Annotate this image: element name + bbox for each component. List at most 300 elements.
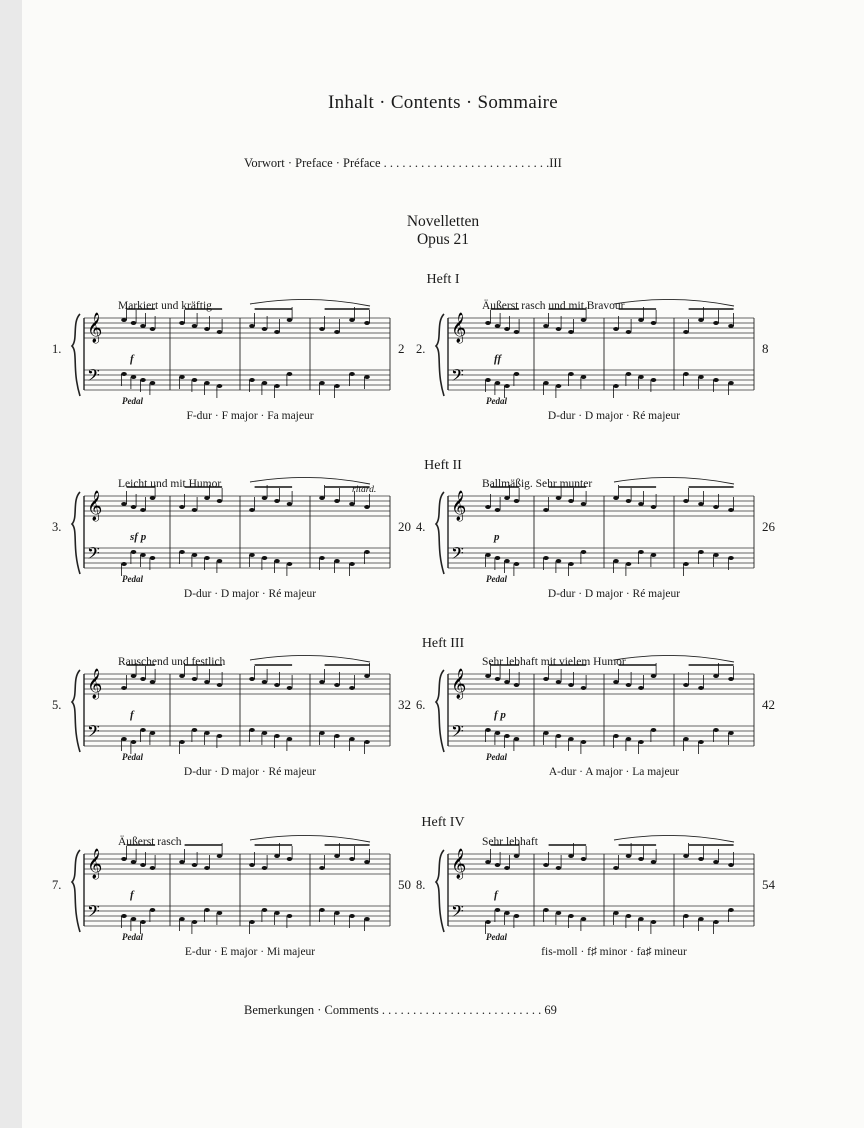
note-head: [556, 734, 562, 738]
piano-staff-system: [434, 478, 764, 588]
incipit-4[interactable]: [416, 478, 775, 603]
note-head: [581, 857, 587, 861]
bass-clef: 𝄢: [87, 365, 100, 389]
note-head: [543, 381, 549, 385]
dynamic-marking: sf p: [130, 531, 147, 543]
treble-clef: 𝄞: [451, 491, 467, 521]
dynamic-marking: f: [130, 889, 134, 901]
note-head: [485, 505, 491, 509]
note-head: [504, 559, 510, 563]
note-head: [626, 372, 632, 376]
note-head: [192, 677, 198, 681]
slur: [250, 835, 370, 842]
note-head: [192, 378, 198, 382]
note-head: [485, 728, 491, 732]
note-head: [217, 911, 223, 915]
note-head: [651, 674, 657, 678]
incipit-8[interactable]: [416, 836, 775, 961]
note-head: [568, 499, 574, 503]
note-head: [287, 372, 293, 376]
note-head: [514, 914, 520, 918]
note-head: [581, 686, 587, 690]
piece-key: A-dur · A major · La majeur: [548, 766, 680, 778]
note-head: [192, 863, 198, 867]
note-head: [651, 378, 657, 382]
piece-number: 8.: [416, 878, 426, 892]
note-head: [121, 914, 127, 918]
note-head: [334, 734, 340, 738]
note-head: [121, 686, 127, 690]
pedal-marking: Pedal: [122, 932, 143, 942]
note-head: [504, 680, 510, 684]
note-head: [581, 502, 587, 506]
note-head: [140, 677, 146, 681]
pedal-marking: Pedal: [122, 396, 143, 406]
treble-clef: 𝄞: [87, 491, 103, 521]
note-head: [192, 553, 198, 557]
note-head: [204, 731, 210, 735]
note-head: [651, 505, 657, 509]
brace: [72, 492, 80, 574]
note-head: [495, 508, 501, 512]
note-head: [638, 740, 644, 744]
note-head: [179, 860, 185, 864]
note-head: [638, 375, 644, 379]
note-head: [274, 330, 280, 334]
treble-clef: 𝄞: [451, 849, 467, 879]
piece-page-number: 8: [762, 341, 769, 356]
toc-leader: . . . . . . . . . . . . . . . . . . . . . . . . . .: [381, 1003, 542, 1017]
note-head: [349, 318, 355, 322]
note-head: [514, 854, 520, 858]
note-head: [556, 866, 562, 870]
note-head: [638, 502, 644, 506]
note-head: [131, 505, 137, 509]
heft-heading: Heft II: [424, 458, 462, 473]
piece-key: fis-moll · f♯ minor · fa♯ mineur: [541, 946, 687, 958]
pedal-marking: Pedal: [486, 932, 507, 942]
brace: [436, 492, 444, 574]
note-head: [683, 737, 689, 741]
dynamic-marking: f: [130, 353, 134, 365]
note-head: [485, 860, 491, 864]
note-head: [626, 914, 632, 918]
note-head: [319, 866, 325, 870]
note-head: [192, 508, 198, 512]
note-head: [287, 502, 293, 506]
incipit-2[interactable]: [416, 300, 774, 425]
piano-staff-system: [70, 478, 400, 588]
toc-page: 69: [544, 1003, 557, 1017]
note-head: [140, 378, 146, 382]
note-head: [568, 562, 574, 566]
bass-clef: 𝄢: [451, 901, 464, 925]
slur: [614, 655, 734, 662]
note-head: [249, 378, 255, 382]
note-head: [613, 559, 619, 563]
note-head: [274, 854, 280, 858]
note-head: [638, 686, 644, 690]
note-head: [626, 683, 632, 687]
piece-number: 2.: [416, 342, 426, 356]
note-head: [626, 562, 632, 566]
note-head: [543, 677, 549, 681]
note-head: [683, 330, 689, 334]
tempo-marking: Ballmäßig. Sehr munter: [482, 478, 593, 490]
note-head: [698, 917, 704, 921]
dynamic-marking: f: [130, 709, 134, 721]
bass-clef: 𝄢: [87, 543, 100, 567]
dynamic-marking: f: [494, 889, 498, 901]
piano-staff-system: [70, 656, 400, 766]
piece-key: D-dur · D major · Ré majeur: [183, 588, 317, 600]
note-head: [217, 330, 223, 334]
note-head: [364, 917, 370, 921]
note-head: [728, 381, 734, 385]
note-head: [638, 318, 644, 322]
note-head: [179, 917, 185, 921]
incipit-5[interactable]: [52, 656, 411, 781]
note-head: [204, 680, 210, 684]
treble-clef: 𝄞: [451, 669, 467, 699]
note-head: [495, 731, 501, 735]
treble-clef: 𝄞: [87, 849, 103, 879]
tempo-marking: Leicht und mit Humor: [118, 478, 222, 490]
note-head: [150, 908, 156, 912]
note-head: [334, 499, 340, 503]
note-head: [349, 686, 355, 690]
note-head: [121, 562, 127, 566]
note-head: [131, 860, 137, 864]
note-head: [179, 674, 185, 678]
note-head: [249, 324, 255, 328]
tempo-marking: Rauschend und festlich: [118, 656, 226, 668]
note-head: [485, 920, 491, 924]
note-head: [504, 734, 510, 738]
note-head: [364, 860, 370, 864]
note-head: [613, 734, 619, 738]
note-head: [556, 911, 562, 915]
bass-clef: 𝄢: [451, 365, 464, 389]
note-head: [140, 863, 146, 867]
note-head: [651, 321, 657, 325]
note-head: [556, 496, 562, 500]
note-head: [217, 499, 223, 503]
note-head: [556, 384, 562, 388]
brace: [436, 314, 444, 396]
note-head: [651, 728, 657, 732]
note-head: [638, 857, 644, 861]
note-head: [262, 381, 268, 385]
score-page: [22, 0, 864, 1128]
piece-number: 4.: [416, 520, 426, 534]
note-head: [249, 677, 255, 681]
tempo-marking: Sehr lebhaft mit vielem Humor: [482, 656, 626, 668]
dynamic-marking: p: [494, 531, 500, 543]
note-head: [568, 914, 574, 918]
note-head: [150, 680, 156, 684]
note-head: [713, 674, 719, 678]
slur: [614, 299, 734, 306]
toc-leader: . . . . . . . . . . . . . . . . . . . . . . . . . . .: [383, 156, 550, 170]
note-head: [204, 908, 210, 912]
piece-number: 7.: [52, 878, 62, 892]
note-head: [514, 330, 520, 334]
tempo-marking: Äußerst rasch und mit Bravour: [482, 300, 625, 312]
note-head: [495, 908, 501, 912]
piece-number: 1.: [52, 342, 62, 356]
note-head: [728, 508, 734, 512]
note-head: [728, 863, 734, 867]
note-head: [217, 854, 223, 858]
note-head: [638, 917, 644, 921]
note-head: [131, 375, 137, 379]
note-head: [349, 372, 355, 376]
note-head: [150, 556, 156, 560]
note-head: [514, 683, 520, 687]
note-head: [131, 674, 137, 678]
note-head: [262, 327, 268, 331]
note-head: [274, 384, 280, 388]
note-head: [287, 857, 293, 861]
toc-entry-preface[interactable]: [244, 156, 562, 171]
note-head: [140, 324, 146, 328]
note-head: [192, 920, 198, 924]
note-head: [568, 854, 574, 858]
piece-key: F-dur · F major · Fa majeur: [186, 410, 314, 422]
note-head: [192, 728, 198, 732]
note-head: [249, 863, 255, 867]
note-head: [274, 683, 280, 687]
note-head: [495, 556, 501, 560]
incipit-7[interactable]: [52, 836, 411, 961]
note-head: [713, 378, 719, 382]
note-head: [121, 502, 127, 506]
note-head: [581, 318, 587, 322]
bass-clef: 𝄢: [451, 543, 464, 567]
note-head: [262, 866, 268, 870]
note-head: [319, 556, 325, 560]
tempo-marking: Äußerst rasch: [118, 836, 182, 848]
note-head: [204, 866, 210, 870]
note-head: [485, 378, 491, 382]
note-head: [485, 321, 491, 325]
note-head: [319, 731, 325, 735]
toc-entry-comments[interactable]: [244, 1003, 557, 1018]
note-head: [262, 908, 268, 912]
piece-number: 6.: [416, 698, 426, 712]
piece-page-number: 50: [398, 877, 411, 892]
incipit-3[interactable]: [52, 478, 411, 603]
piece-page-number: 32: [398, 697, 411, 712]
note-head: [651, 920, 657, 924]
note-head: [713, 920, 719, 924]
note-head: [543, 556, 549, 560]
note-head: [495, 381, 501, 385]
note-head: [514, 372, 520, 376]
note-head: [364, 674, 370, 678]
incipit-6[interactable]: [416, 656, 775, 781]
note-head: [262, 556, 268, 560]
note-head: [179, 550, 185, 554]
note-head: [543, 863, 549, 867]
brace: [72, 314, 80, 396]
note-head: [651, 860, 657, 864]
note-head: [613, 680, 619, 684]
note-head: [713, 321, 719, 325]
note-head: [217, 559, 223, 563]
note-head: [728, 324, 734, 328]
pedal-marking: Pedal: [486, 752, 507, 762]
note-head: [262, 496, 268, 500]
note-head: [204, 556, 210, 560]
note-head: [626, 854, 632, 858]
note-head: [638, 550, 644, 554]
note-head: [568, 372, 574, 376]
tempo-marking: Markiert und kräftig: [118, 300, 212, 312]
note-head: [713, 860, 719, 864]
piece-key: E-dur · E major · Mi majeur: [184, 946, 316, 958]
note-head: [192, 324, 198, 328]
note-head: [334, 384, 340, 388]
note-head: [495, 677, 501, 681]
note-head: [140, 553, 146, 557]
note-head: [698, 740, 704, 744]
note-head: [613, 384, 619, 388]
note-head: [713, 553, 719, 557]
note-head: [728, 677, 734, 681]
note-head: [698, 550, 704, 554]
note-head: [150, 327, 156, 331]
note-head: [150, 496, 156, 500]
tempo-change-marking: ritard.: [352, 485, 377, 495]
heft-heading: Heft III: [421, 636, 465, 651]
note-head: [140, 508, 146, 512]
note-head: [683, 372, 689, 376]
note-head: [556, 327, 562, 331]
note-head: [131, 321, 137, 325]
toc-page: III: [549, 156, 562, 170]
piece-page-number: 26: [762, 519, 775, 534]
piano-staff-system: [434, 836, 764, 946]
note-head: [274, 734, 280, 738]
note-head: [349, 737, 355, 741]
note-head: [514, 562, 520, 566]
note-head: [504, 496, 510, 500]
piece-page-number: 20: [398, 519, 411, 534]
note-head: [287, 562, 293, 566]
dynamic-marking: f p: [494, 709, 506, 721]
note-head: [683, 854, 689, 858]
note-head: [713, 505, 719, 509]
piece-number: 3.: [52, 520, 62, 534]
note-head: [217, 683, 223, 687]
note-head: [334, 854, 340, 858]
note-head: [626, 330, 632, 334]
piece-page-number: 42: [762, 697, 775, 712]
note-head: [613, 866, 619, 870]
piece-key: D-dur · D major · Ré majeur: [547, 410, 681, 422]
bass-clef: 𝄢: [87, 901, 100, 925]
note-head: [626, 737, 632, 741]
pedal-marking: Pedal: [486, 396, 507, 406]
note-head: [150, 381, 156, 385]
note-head: [698, 686, 704, 690]
note-head: [179, 321, 185, 325]
note-head: [683, 914, 689, 918]
note-head: [651, 553, 657, 557]
note-head: [581, 917, 587, 921]
note-head: [249, 728, 255, 732]
work-opus: Opus 21: [416, 231, 470, 248]
note-head: [626, 499, 632, 503]
note-head: [249, 553, 255, 557]
treble-clef: 𝄞: [451, 313, 467, 343]
bass-clef: 𝄢: [451, 721, 464, 745]
brace: [72, 850, 80, 932]
piece-key: D-dur · D major · Ré majeur: [547, 588, 681, 600]
incipit-1[interactable]: [52, 300, 410, 425]
note-head: [495, 863, 501, 867]
slur: [250, 299, 370, 306]
note-head: [334, 559, 340, 563]
brace: [436, 850, 444, 932]
note-head: [274, 499, 280, 503]
heft-heading: Heft IV: [421, 815, 465, 830]
note-head: [274, 559, 280, 563]
note-head: [556, 559, 562, 563]
piece-number: 5.: [52, 698, 62, 712]
note-head: [543, 324, 549, 328]
note-head: [319, 680, 325, 684]
note-head: [140, 920, 146, 924]
pedal-marking: Pedal: [122, 752, 143, 762]
note-head: [543, 508, 549, 512]
note-head: [334, 683, 340, 687]
note-head: [504, 384, 510, 388]
note-head: [495, 324, 501, 328]
note-head: [121, 372, 127, 376]
note-head: [334, 330, 340, 334]
note-head: [287, 737, 293, 741]
note-head: [334, 911, 340, 915]
note-head: [319, 327, 325, 331]
note-head: [683, 683, 689, 687]
note-head: [698, 318, 704, 322]
note-head: [568, 330, 574, 334]
heft-heading: Heft I: [426, 272, 460, 287]
note-head: [204, 327, 210, 331]
note-head: [698, 857, 704, 861]
note-head: [683, 562, 689, 566]
note-head: [504, 866, 510, 870]
note-head: [287, 686, 293, 690]
note-head: [364, 375, 370, 379]
slur: [614, 477, 734, 484]
note-head: [287, 914, 293, 918]
note-head: [319, 381, 325, 385]
note-head: [121, 737, 127, 741]
note-head: [131, 740, 137, 744]
piece-page-number: 54: [762, 877, 775, 892]
note-head: [262, 731, 268, 735]
piece-page-number: 2: [398, 341, 405, 356]
toc-label: Vorwort · Preface · Préface: [244, 156, 381, 170]
dynamic-marking: ff: [494, 353, 502, 365]
note-head: [485, 674, 491, 678]
piece-key: D-dur · D major · Ré majeur: [183, 766, 317, 778]
note-head: [249, 920, 255, 924]
